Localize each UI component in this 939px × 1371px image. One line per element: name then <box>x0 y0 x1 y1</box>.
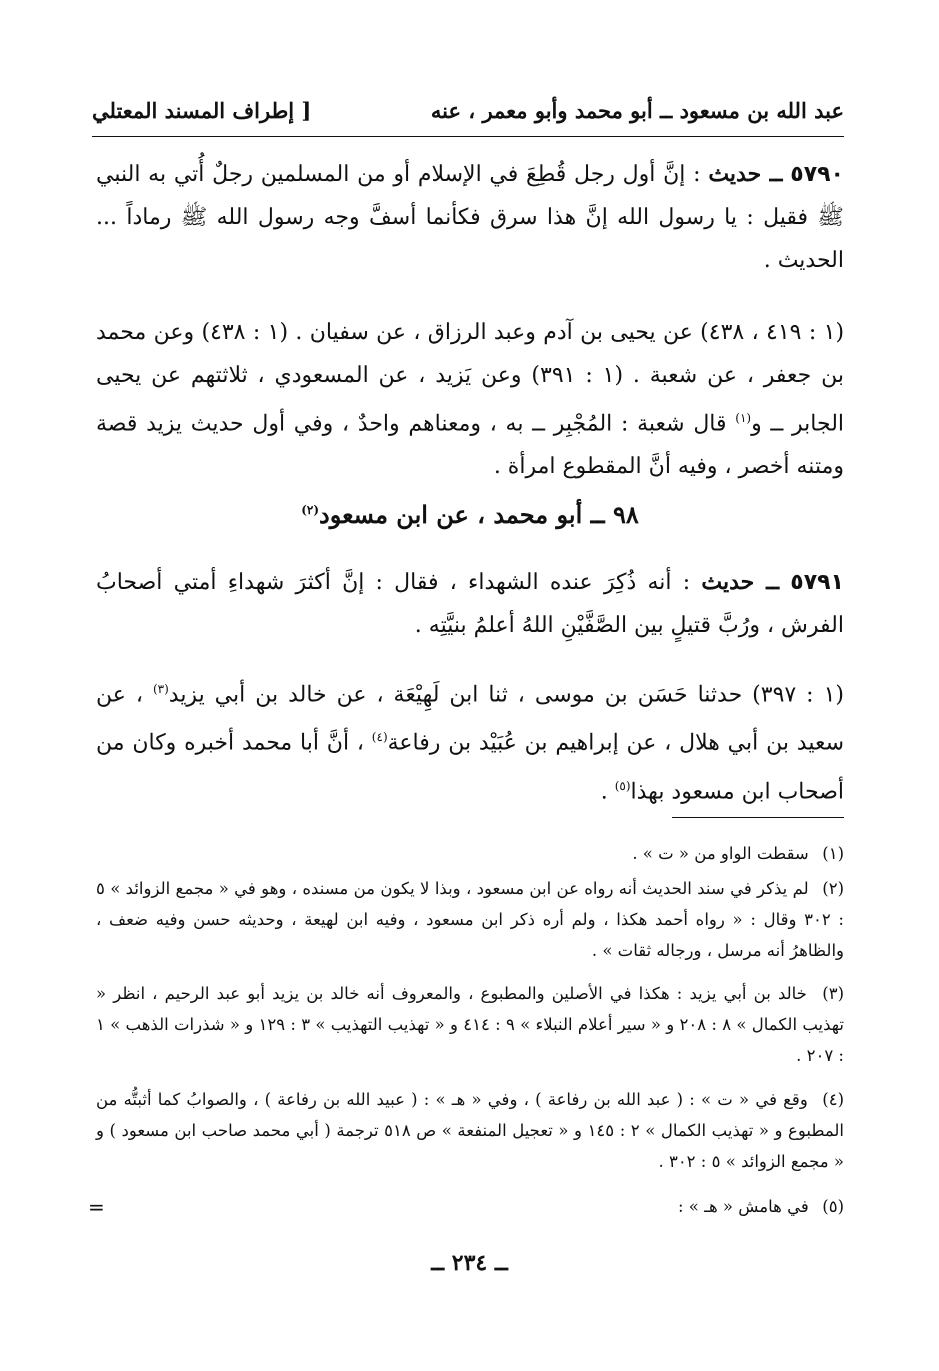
footnote-text: سقطت الواو من « ت » . <box>632 844 809 863</box>
header-chapter-title: عبد الله بن مسعود ــ أبو محمد وأبو معمر ، عنه <box>430 98 844 123</box>
section-title: ٩٨ ــ أبو محمد ، عن ابن مسعود <box>319 500 639 529</box>
footnote-ref-5[interactable]: (٥) <box>614 778 631 793</box>
footnote-mark: (٣) <box>822 984 844 1003</box>
footnote-2 <box>96 873 844 966</box>
footnote-4 <box>96 1084 844 1177</box>
running-header <box>92 96 844 137</box>
footnote-text: في هامش « هـ » : <box>677 1197 809 1216</box>
hadith-5790 <box>96 153 844 282</box>
hadith-label: ــ حديث <box>708 161 783 187</box>
header-book-title: [ إطراف المسند المعتلي <box>92 98 312 123</box>
footnote-mark: (٢) <box>822 879 844 898</box>
isnad-5790 <box>96 311 844 488</box>
section-heading <box>96 500 844 529</box>
footnote-mark: (١) <box>822 844 844 863</box>
footnote-ref-3[interactable]: (٣) <box>152 682 169 696</box>
hadith-label: ــ حديث <box>701 569 780 595</box>
isnad-text-cont: ، أنَّ أبا محمد أخبره وكان من أصحاب ابن مسعود بهذا <box>96 730 844 804</box>
isnad-text: (١ : ٤١٩ ، ٤٣٨) عن يحيى بن آدم وعبد الرزاق ، عن سفيان . (١ : ٤٣٨) وعن محمد بن جعفر ، عن شعبة . (١ : ٣٩١) وعن يَزيد ، عن المسعودي ، ثلاثتهم عن يحيى الجابر ــ و <box>96 320 845 437</box>
footnote-separator <box>672 817 844 818</box>
footnote-mark: (٤) <box>822 1090 844 1109</box>
footnote-3 <box>96 978 844 1071</box>
hadith-number: ٥٧٩١ <box>790 570 844 595</box>
footnote-text: لم يذكر في سند الحديث أنه رواه عن ابن مسعود ، وبذا لا يكون من مسنده ، وهو في « مجمع الزوائد » ٥ : ٣٠٢ وقال : « رواه أحمد هكذا ، ولم أره ذكر ابن مسعود ، وفيه ابن لهيعة ، وحديثه حسن وفيه ضعف ، والظاهرُ أنه مرسل ، ورجاله ثقات » . <box>96 879 844 960</box>
footnote-ref-1[interactable]: (١) <box>735 411 752 425</box>
isnad-text: (١ : ٣٩٧) حدثنا حَسَن بن موسى ، ثنا ابن لَهِيْعَة ، عن خالد بن أبي يزيد <box>168 682 844 708</box>
page-number: ــ ٢٣٤ ــ <box>431 1250 508 1276</box>
isnad-text-end: . <box>600 778 615 804</box>
continuation-mark: = <box>88 1195 105 1219</box>
footnote-text: وقع في « ت » : ( عبد الله بن رفاعة ) ، وفي « هـ » : ( عبيد الله بن رفاعة ) ، والصوابُ كما أثبتُّه من المطبوع و « تهذيب الكمال » ٢ : ١٤٥ و « تعجيل المنفعة » ص ٥١٨ ترجمة ( أبي محمد صاحب ابن مسعود ) و « مجمع الزوائد » ٥ : ٣٠٢ . <box>96 1090 845 1171</box>
footnote-mark: (٥) <box>822 1197 844 1216</box>
footnote-5 <box>96 1191 844 1222</box>
isnad-text-cont: قال شعبة : المُجْبِر ــ به ، ومعناهم واحدٌ ، وفي أول حديث يزيد قصة ومتنه أخصر ، وفيه أنَّ المقطوع امرأة . <box>96 411 844 480</box>
footnote-text: خالد بن أبي يزيد : هكذا في الأصلين والمطبوع ، والمعروف أنه خالد بن يزيد أبو عبد الرحيم ، انظر « تهذيب الكمال » ٨ : ٢٠٨ و « سير أعلام النبلاء » ٩ : ٤١٤ و « تهذيب التهذيب » ٣ : ١٢٩ و « شذرات الذهب » ١ : ٢٠٧ . <box>96 984 844 1065</box>
hadith-text: : أنه ذُكِرَ عنده الشهداء ، فقال : إنَّ أكثرَ شهداءِ أمتي أصحابُ الفرش ، ورُبَّ قتيلٍ بين الصَّفَّيْنِ اللهُ أعلمُ بنيَّتِه . <box>96 570 844 638</box>
isnad-text-cont: ، عن سعيد بن أبي هلال ، عن إبراهيم بن عُبَيْد بن رفاعة <box>96 682 844 756</box>
footnote-ref-2[interactable]: (٢) <box>301 503 320 517</box>
footnote-1 <box>96 838 844 869</box>
hadith-text: : إنَّ أول رجل قُطِعَ في الإسلام أو من المسلمين رجلٌ أُتي به النبي ﷺ فقيل : يا رسول الله إنَّ هذا سرق فكأنما أسفَّ وجه رسول الله ﷺ رماداً ... الحديث . <box>96 162 844 273</box>
isnad-5791 <box>96 668 844 813</box>
footnote-ref-4[interactable]: (٤) <box>371 730 388 745</box>
hadith-number: ٥٧٩٠ <box>790 162 844 187</box>
hadith-5791 <box>96 561 844 647</box>
